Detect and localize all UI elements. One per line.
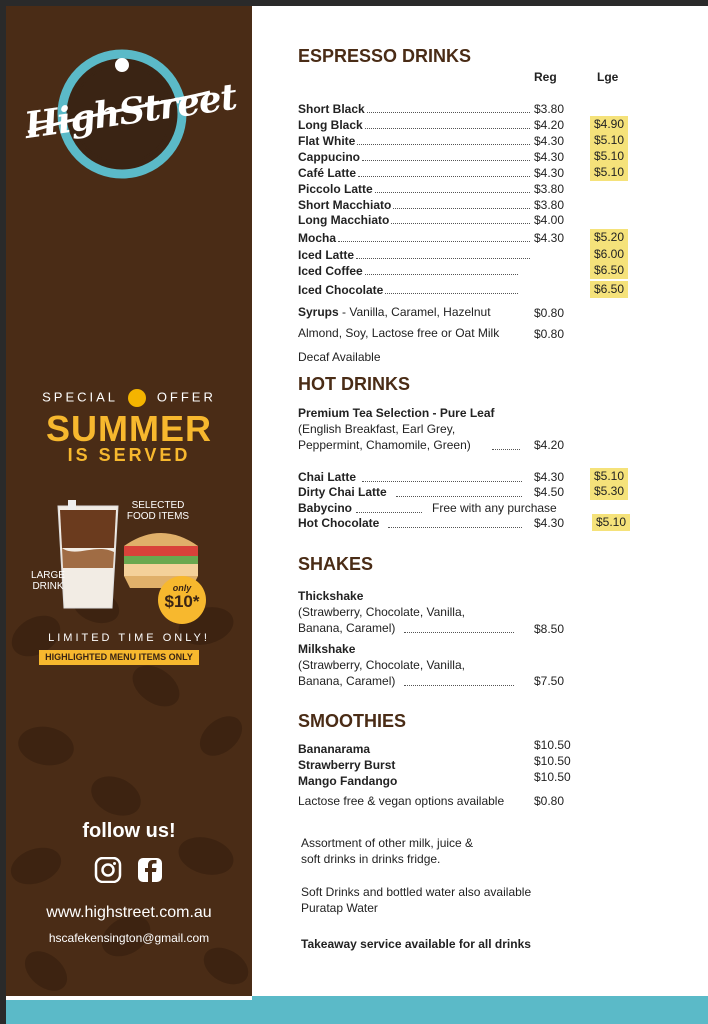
- babycino-name: Babycino: [298, 501, 353, 515]
- smoothie-price: $10.50: [534, 738, 571, 752]
- item-name: Short Macchiato: [298, 198, 392, 212]
- promo-subheadline: IS SERVED: [67, 445, 191, 465]
- special-right: OFFER: [156, 389, 216, 405]
- espresso-item: [298, 149, 638, 165]
- social-icons: [94, 857, 166, 883]
- thickshake-dots: [404, 631, 514, 633]
- dirty-chai-reg: $4.50: [534, 485, 565, 499]
- bottom-bar: [6, 996, 708, 1024]
- item-reg-price: $4.30: [534, 134, 565, 148]
- milkshake-line-3: Banana, Caramel): [298, 674, 396, 688]
- milkshake-dots: [404, 684, 514, 686]
- note-1a: Assortment of other milk, juice &: [301, 836, 474, 850]
- email-link[interactable]: hscafekensington@gmail.com: [48, 931, 210, 945]
- leader-dots: [365, 263, 518, 275]
- chai-reg: $4.30: [534, 470, 565, 484]
- tea-name: Premium Tea Selection - Pure Leaf: [298, 406, 495, 420]
- espresso-item: [298, 282, 638, 298]
- instagram-icon[interactable]: [96, 858, 120, 882]
- hot-chocolate-reg: $4.30: [534, 516, 565, 530]
- espresso-item: [298, 101, 638, 117]
- highlighted-items-only: HIGHLIGHTED MENU ITEMS ONLY: [39, 650, 199, 665]
- dirty-chai-dots: [396, 495, 522, 497]
- item-lge-price: $6.50: [590, 262, 628, 279]
- chai-dots: [362, 480, 522, 482]
- decaf-note: Decaf Available: [298, 350, 381, 364]
- note-2a: Soft Drinks and bottled water also available: [301, 885, 532, 899]
- hot-drinks-title: HOT DRINKS: [298, 374, 410, 394]
- leader-dots: [356, 247, 530, 259]
- espresso-title: ESPRESSO DRINKS: [298, 46, 472, 66]
- smoothie-name: Bananarama: [298, 742, 371, 756]
- leader-dots: [375, 181, 530, 193]
- hot-chocolate-lge: $5.10: [592, 514, 630, 531]
- espresso-item: [298, 230, 638, 246]
- espresso-item: [298, 247, 638, 263]
- item-reg-price: $4.30: [534, 166, 565, 180]
- babycino-dots: [356, 511, 422, 513]
- leader-dots: [358, 165, 530, 177]
- espresso-item: [298, 263, 638, 279]
- item-reg-price: $4.30: [534, 150, 565, 164]
- logo-wordmark: HighStreet: [22, 75, 239, 148]
- item-name: Cappucino: [298, 150, 360, 164]
- large-drink-label: LARGE DRINK: [31, 570, 65, 592]
- item-name: Short Black: [298, 102, 365, 116]
- hot-chocolate-name: Hot Chocolate: [298, 516, 380, 530]
- item-lge-price: $4.90: [590, 116, 628, 133]
- milk-price: $0.80: [534, 327, 565, 341]
- milkshake-price: $7.50: [534, 674, 565, 688]
- item-name: Long Macchiato: [298, 213, 390, 227]
- syrups-price: $0.80: [534, 306, 565, 320]
- item-lge-price: $6.50: [590, 281, 628, 298]
- smoothies-title: SMOOTHIES: [298, 711, 407, 731]
- item-reg-price: $4.20: [534, 118, 565, 132]
- smoothie-price: $10.50: [534, 770, 571, 784]
- tea-dots: [492, 448, 520, 450]
- syrups-label: Syrups: [298, 305, 339, 319]
- smoothie-name: Strawberry Burst: [298, 758, 396, 772]
- badge-only: only: [172, 583, 192, 593]
- milk-options: Almond, Soy, Lactose free or Oat Milk: [298, 326, 500, 340]
- item-name: Iced Coffee: [298, 264, 363, 278]
- item-lge-price: $6.00: [590, 246, 628, 263]
- item-name: Iced Latte: [298, 248, 355, 262]
- chai-lge: $5.10: [590, 468, 628, 485]
- espresso-item: [298, 165, 638, 181]
- item-reg-price: $4.30: [534, 231, 565, 245]
- chai-name: Chai Latte: [298, 470, 357, 484]
- tea-price: $4.20: [534, 438, 565, 452]
- item-name: Flat White: [298, 134, 356, 148]
- item-name: Mocha: [298, 231, 337, 245]
- item-name: Long Black: [298, 118, 363, 132]
- leader-dots: [367, 101, 530, 113]
- espresso-item: [298, 117, 638, 133]
- item-lge-price: $5.10: [590, 132, 628, 149]
- thickshake-line-2: (Strawberry, Chocolate, Vanilla,: [298, 605, 465, 619]
- tea-line-3: Peppermint, Chamomile, Green): [298, 438, 471, 452]
- shakes-title: SHAKES: [298, 554, 374, 574]
- badge-price: $10*: [164, 592, 200, 611]
- thickshake-price: $8.50: [534, 622, 565, 636]
- thickshake-name: Thickshake: [298, 589, 364, 603]
- leader-dots: [385, 282, 518, 294]
- babycino-note: Free with any purchase: [432, 501, 557, 515]
- leader-dots: [393, 197, 530, 209]
- espresso-item: [298, 133, 638, 149]
- leader-dots: [357, 133, 530, 145]
- reg-header: Reg: [534, 70, 557, 84]
- item-reg-price: $4.00: [534, 213, 565, 227]
- selected-food-label: SELECTED FOOD ITEMS: [126, 500, 190, 522]
- limited-time: LIMITED TIME ONLY!: [48, 632, 210, 644]
- item-reg-price: $3.80: [534, 102, 565, 116]
- sun-icon: [128, 389, 146, 407]
- note-2b: Puratap Water: [301, 901, 378, 915]
- tea-line-2: (English Breakfast, Earl Grey,: [298, 422, 456, 436]
- syrups-line: [298, 304, 491, 320]
- leader-dots: [391, 212, 530, 224]
- smoothie-name: Mango Fandango: [298, 774, 398, 788]
- smoothie-price: $10.50: [534, 754, 571, 768]
- espresso-item: [298, 197, 638, 213]
- vegan-price: $0.80: [534, 794, 565, 808]
- item-name: Iced Chocolate: [298, 283, 384, 297]
- leader-dots: [365, 117, 530, 129]
- special-left: SPECIAL: [42, 389, 118, 405]
- facebook-icon[interactable]: [138, 858, 162, 882]
- item-reg-price: $3.80: [534, 182, 565, 196]
- thickshake-line-3: Banana, Caramel): [298, 621, 396, 635]
- item-lge-price: $5.10: [590, 164, 628, 181]
- vegan-note: Lactose free & vegan options available: [298, 794, 505, 808]
- bottom-bar-divider: [6, 996, 252, 1000]
- leader-dots: [362, 149, 530, 161]
- item-lge-price: $5.10: [590, 148, 628, 165]
- takeaway-note: Takeaway service available for all drinks: [301, 937, 531, 951]
- milkshake-line-2: (Strawberry, Chocolate, Vanilla,: [298, 658, 465, 672]
- special-offer: [6, 389, 252, 407]
- promo-headline: SUMMER: [46, 408, 212, 449]
- item-name: Café Latte: [298, 166, 357, 180]
- hot-chocolate-dots: [388, 526, 522, 528]
- leader-dots: [338, 230, 530, 242]
- follow-us: follow us!: [82, 820, 176, 842]
- lge-header: Lge: [597, 70, 619, 84]
- milkshake-name: Milkshake: [298, 642, 356, 656]
- note-1b: soft drinks in drinks fridge.: [301, 852, 441, 866]
- item-name: Piccolo Latte: [298, 182, 373, 196]
- item-lge-price: $5.20: [590, 229, 628, 246]
- dirty-chai-name: Dirty Chai Latte: [298, 485, 387, 499]
- espresso-item: [298, 212, 638, 228]
- espresso-item: [298, 181, 638, 197]
- website-link[interactable]: www.highstreet.com.au: [46, 904, 212, 921]
- syrups-options: - Vanilla, Caramel, Hazelnut: [338, 305, 491, 319]
- item-reg-price: $3.80: [534, 198, 565, 212]
- price-badge: [158, 576, 206, 624]
- dirty-chai-lge: $5.30: [590, 483, 628, 500]
